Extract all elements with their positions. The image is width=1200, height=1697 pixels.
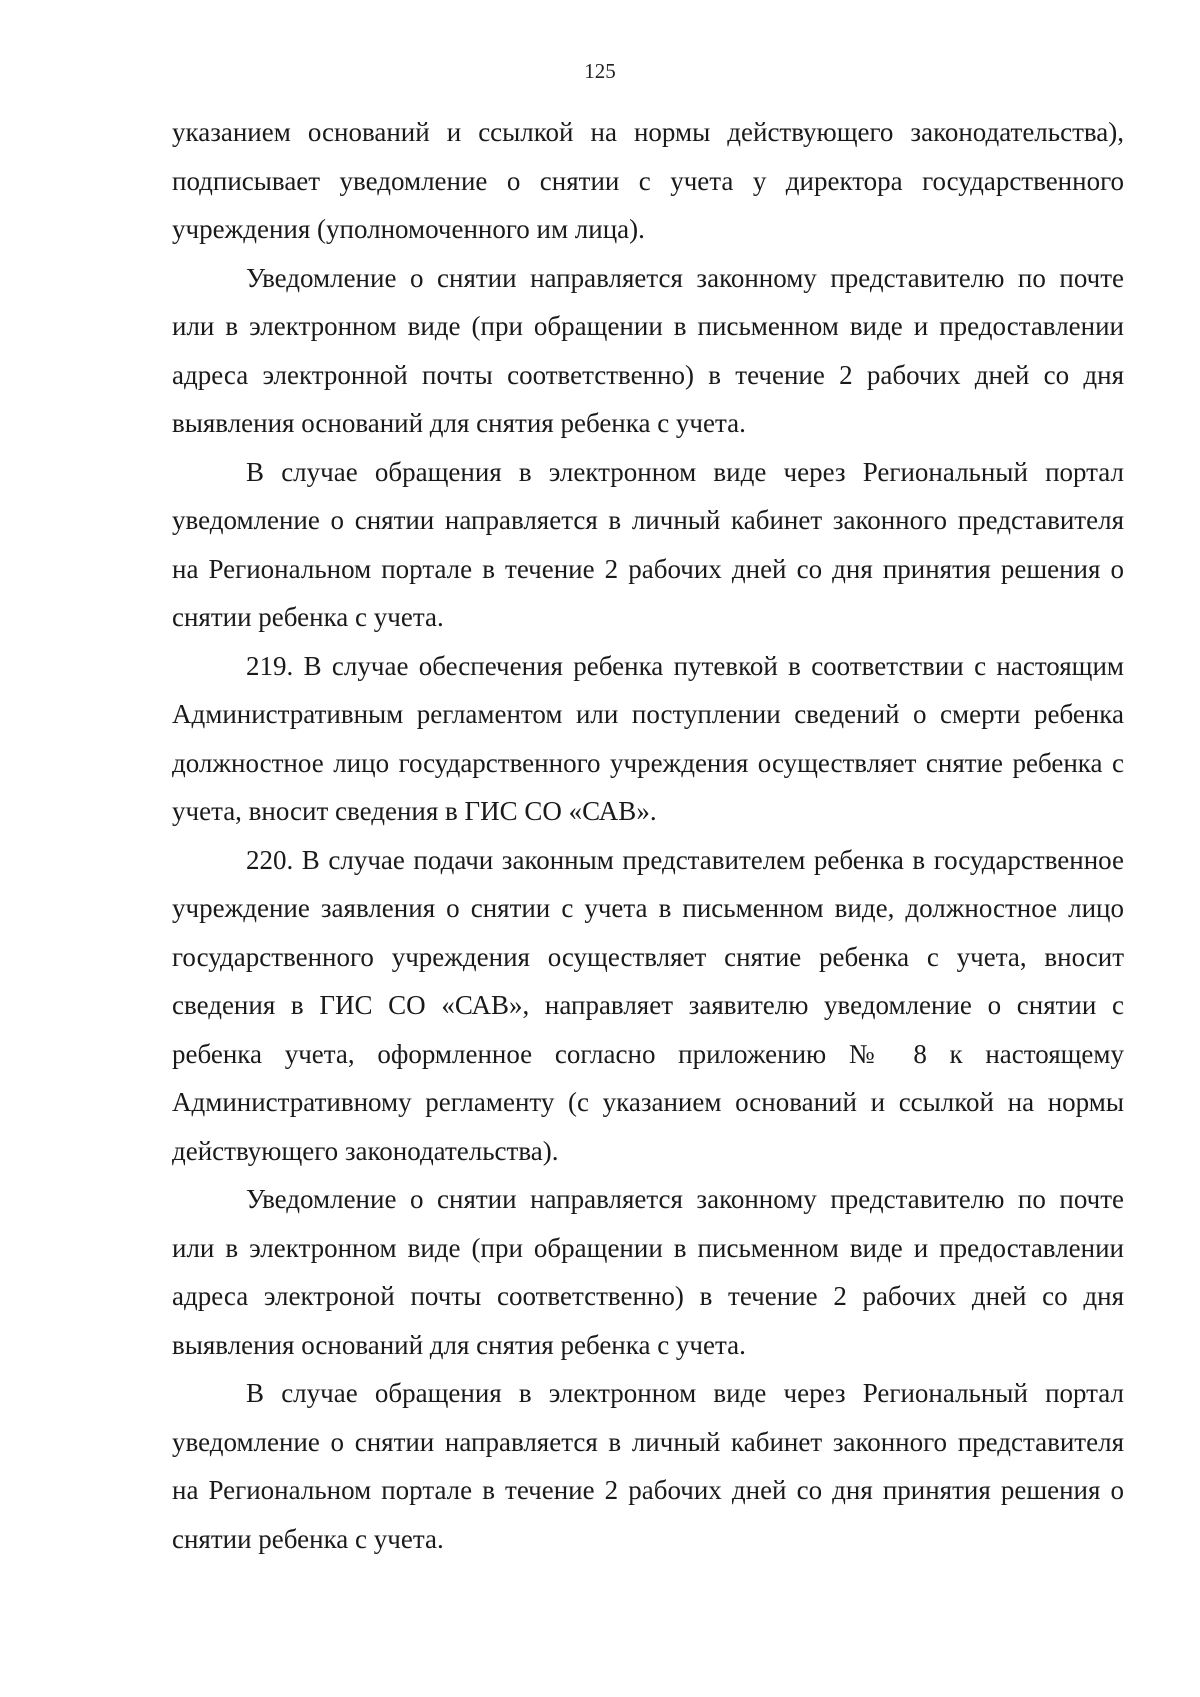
- paragraph-item-219: 219. В случае обеспечения ребенка путевкой в соответствии с настоящим Административным регламентом или поступлении сведений о смерти ребенка должностное лицо государственного учреждения осуществляет снятие ребенка с учета, вносит сведения в ГИС СО «САВ».: [172, 650, 1124, 826]
- paragraph-item-220: 220. В случае подачи законным представителем ребенка в государственное учреждение заявления о снятии с учета в письменном виде, должностное лицо государственного учреждения осуществляет снятие ребенка с учета, вносит сведения в ГИС СО «САВ», направляет заявителю уведомление о снятии с ребенка учета, оформленное согласно приложению № 8 к настоящему Административному регламенту (с указанием оснований и ссылкой на нормы действующего законодательства).: [172, 844, 1124, 1166]
- document-body: [172, 108, 1124, 1563]
- page-number: 125: [584, 59, 616, 83]
- paragraph: Уведомление о снятии направляется законному представителю по почте или в электронном виде (при обращении в письменном виде и предоставлении адреса электроной почты соответственно) в течение 2 рабочих дней со дня выявления оснований для снятия ребенка с учета.: [172, 1184, 1124, 1360]
- paragraph: В случае обращения в электронном виде через Региональный портал уведомление о снятии направляется в личный кабинет законного представителя на Региональном портале в течение 2 рабочих дней со дня принятия решения о снятии ребенка с учета.: [172, 456, 1124, 632]
- paragraph: Уведомление о снятии направляется законному представителю по почте или в электронном виде (при обращении в письменном виде и предоставлении адреса электронной почты соответственно) в течение 2 рабочих дней со дня выявления оснований для снятия ребенка с учета.: [172, 262, 1124, 438]
- paragraph: указанием оснований и ссылкой на нормы действующего законодательства), подписывает уведомление о снятии с учета у директора государственного учреждения (уполномоченного им лица).: [172, 117, 1124, 244]
- paragraph: В случае обращения в электронном виде через Региональный портал уведомление о снятии направляется в личный кабинет законного представителя на Региональном портале в течение 2 рабочих дней со дня принятия решения о снятии ребенка с учета.: [172, 1378, 1124, 1554]
